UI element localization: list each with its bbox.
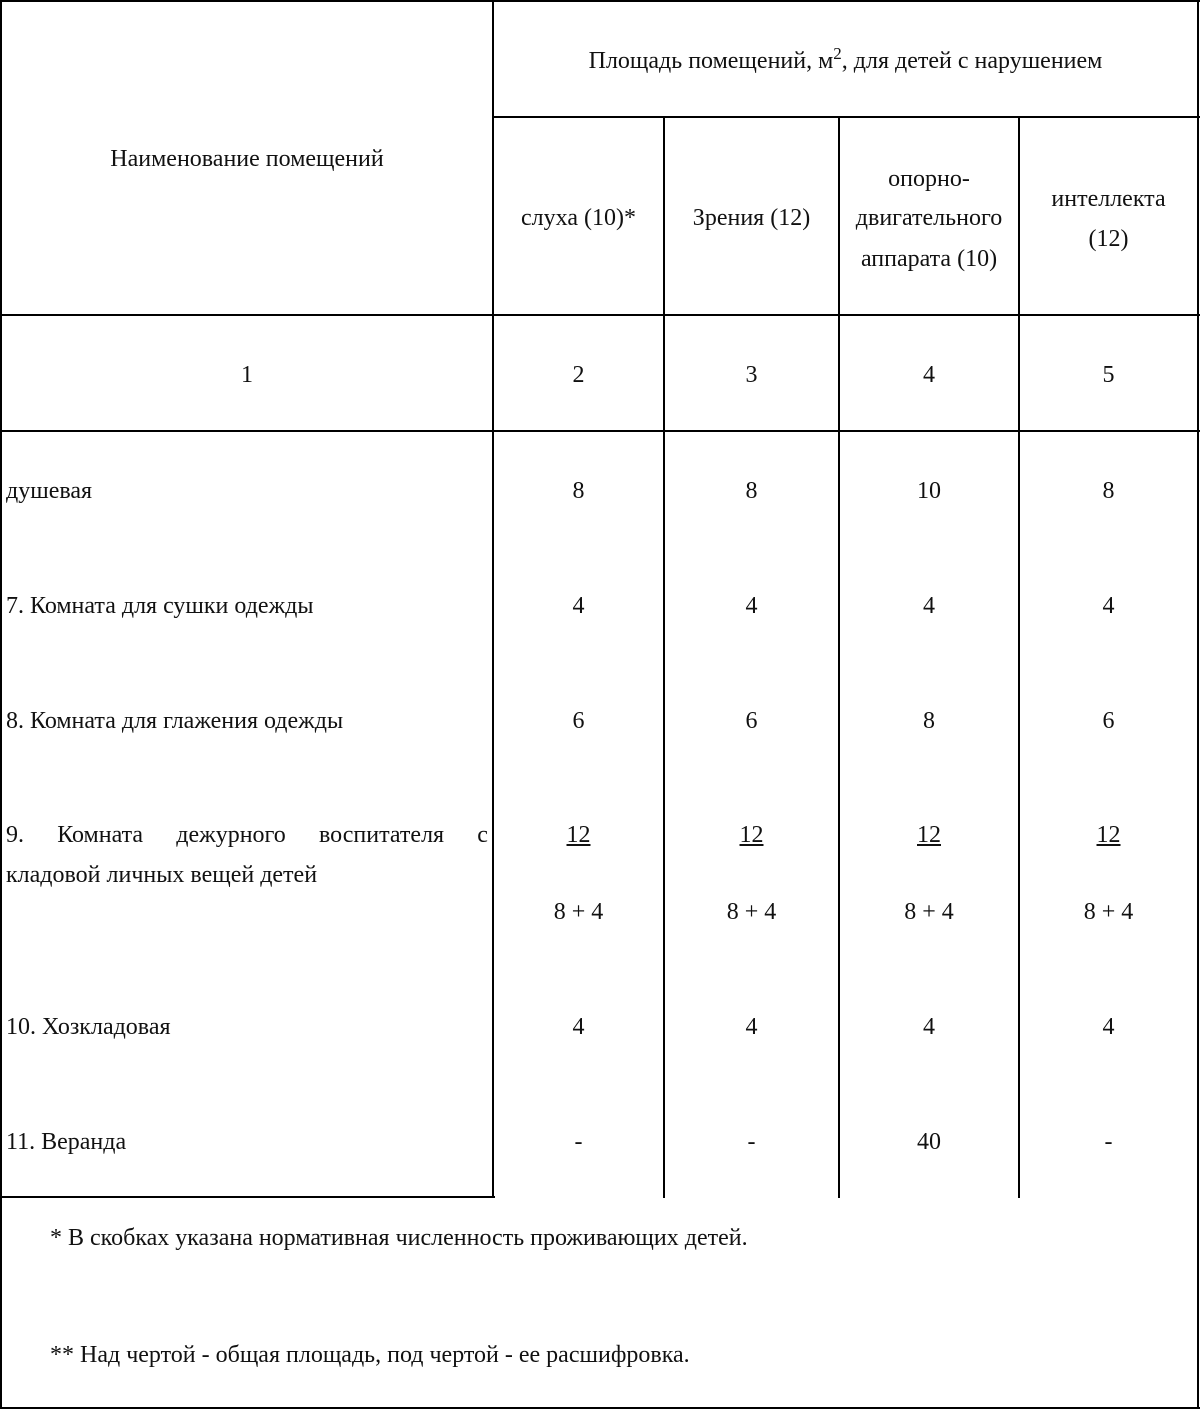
area-title-prefix: Площадь помещений, м: [588, 48, 834, 74]
area-title-superscript: 2: [833, 44, 842, 63]
footnote-area-breakdown: ** Над чертой - общая площадь, под чертой - ее расшифровка.: [50, 1342, 690, 1368]
table-top-border: [0, 0, 1200, 2]
header-area-title: [494, 44, 1197, 75]
header-name-col: Наименование помещений: [110, 146, 384, 172]
table-cell: 6: [572, 708, 585, 734]
table-cell: 4: [745, 593, 758, 619]
col-number-5: 5: [1102, 362, 1115, 388]
table-cell: 8: [572, 478, 585, 504]
row-name-duty-teacher-line2: кладовой личных вещей детей: [6, 862, 318, 888]
table-cell: -: [747, 1129, 756, 1155]
header-bottom-border: [0, 314, 1200, 316]
table-cell: 6: [1102, 708, 1115, 734]
table-cell: 8: [1102, 478, 1115, 504]
header-col-hearing: слуха (10)*: [521, 205, 636, 231]
row-name-drying-room: 7. Комната для сушки одежды: [6, 593, 314, 619]
row9-word: с: [477, 822, 488, 848]
area-title-suffix: , для детей с нарушением: [841, 48, 1103, 74]
table-cell: 4: [1102, 593, 1115, 619]
footnote-normative-count: * В скобках указана нормативная численность проживающих детей.: [50, 1225, 748, 1251]
row-name-storage: 10. Хозкладовая: [6, 1014, 171, 1040]
table-cell-total: 12: [917, 822, 941, 848]
header-col-intellect-line2: (12): [1088, 226, 1129, 252]
col-number-1: 1: [241, 362, 253, 388]
row9-word: воспитателя: [319, 822, 445, 848]
table-cell-total: 12: [1096, 822, 1121, 848]
row-name-ironing-room: 8. Комната для глажения одежды: [6, 708, 344, 734]
table-cell: 4: [923, 593, 935, 619]
header-col-musculoskeletal-line2: двигательного: [855, 205, 1003, 231]
table-cell: 4: [1102, 1014, 1115, 1040]
col-number-2: 2: [572, 362, 585, 388]
table-cell: 4: [572, 1014, 585, 1040]
table-cell: 4: [745, 1014, 758, 1040]
table-cell: 4: [572, 593, 585, 619]
table-cell: -: [574, 1129, 583, 1155]
table-cell-total: 12: [566, 822, 591, 848]
table-cell: 10: [917, 478, 941, 504]
header-col-intellect-line1: интеллекта: [1051, 186, 1166, 212]
table-bottom-border: [0, 1196, 495, 1198]
row9-word: Комната: [57, 822, 144, 848]
table-cell: 4: [923, 1014, 935, 1040]
col-number-3: 3: [745, 362, 758, 388]
row9-word: дежурного: [176, 822, 286, 848]
table-cell: -: [1104, 1129, 1113, 1155]
table-cell: 6: [745, 708, 758, 734]
row9-word: 9.: [6, 822, 24, 848]
header-divider: [493, 116, 1200, 118]
table-cell: 8: [923, 708, 935, 734]
row-name-duty-teacher-line1: [6, 821, 488, 849]
right-border: [1197, 0, 1199, 1409]
row-name-veranda: 11. Веранда: [6, 1129, 127, 1155]
number-row-border: [0, 430, 1200, 432]
header-col-musculoskeletal-line1: опорно-: [888, 166, 970, 192]
header-col-musculoskeletal-line3: аппарата (10): [860, 246, 998, 272]
table-cell: 40: [917, 1129, 941, 1155]
table-cell-total: 12: [739, 822, 764, 848]
left-border: [0, 0, 2, 1409]
col-number-4: 4: [923, 362, 935, 388]
table-cell-breakdown: 8 + 4: [726, 899, 777, 925]
table-cell-breakdown: 8 + 4: [1083, 899, 1134, 925]
table-cell: 8: [745, 478, 758, 504]
table-cell-breakdown: 8 + 4: [553, 899, 604, 925]
header-col-vision: Зрения (12): [692, 205, 811, 231]
table-cell-breakdown: 8 + 4: [904, 899, 954, 925]
row-name-shower: душевая: [6, 478, 93, 504]
